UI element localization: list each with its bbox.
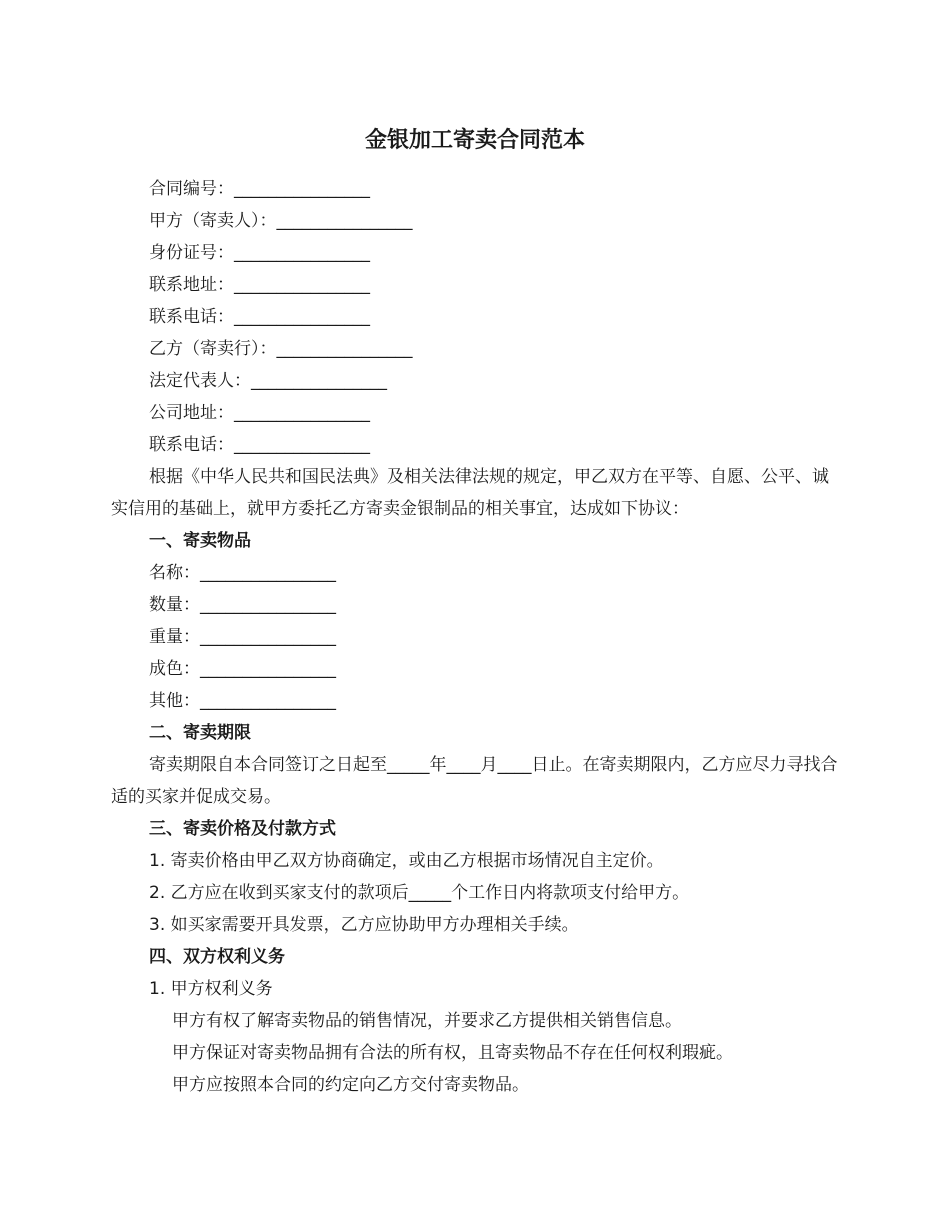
item-purity-field: 成色：________________ [149, 659, 336, 679]
party-a-field: 甲方（寄卖人）：________________ [149, 211, 413, 231]
party-a-right-1: 甲方有权了解寄卖物品的销售情况，并要求乙方提供相关销售信息。 [172, 1011, 682, 1031]
section-2-heading: 二、寄卖期限 [149, 723, 251, 743]
id-number-field: 身份证号：________________ [149, 243, 370, 263]
section-4-heading: 四、双方权利义务 [149, 947, 285, 967]
pricing-clause-2: 2. 乙方应在收到买家支付的款项后_____个工作日内将款项支付给甲方。 [149, 883, 690, 903]
item-name-field: 名称：________________ [149, 563, 336, 583]
party-a-right-2: 甲方保证对寄卖物品拥有合法的所有权，且寄卖物品不存在任何权利瑕疵。 [172, 1043, 733, 1063]
section-2-paragraph: 寄卖期限自本合同签订之日起至_____年____月____日止。在寄卖期限内，乙方应尽力寻找合适的买家并促成交易。 [111, 755, 838, 807]
party-b-field: 乙方（寄卖行）：________________ [149, 339, 413, 359]
contract-number-field: 合同编号：________________ [149, 179, 370, 199]
document-title: 金银加工寄卖合同范本 [364, 128, 585, 153]
party-a-phone-field: 联系电话：________________ [149, 307, 370, 327]
pricing-clause-1: 1. 寄卖价格由甲乙双方协商确定，或由乙方根据市场情况自主定价。 [149, 851, 664, 871]
intro-paragraph: 根据《中华人民共和国民法典》及相关法律法规的规定，甲乙双方在平等、自愿、公平、诚实信用的基础上，就甲方委托乙方寄卖金银制品的相关事宜，达成如下协议： [111, 467, 829, 519]
section-1-heading: 一、寄卖物品 [149, 531, 251, 551]
item-other-field: 其他：________________ [149, 691, 336, 711]
party-a-rights-subheading: 1. 甲方权利义务 [149, 979, 273, 999]
party-a-right-3: 甲方应按照本合同的约定向乙方交付寄卖物品。 [172, 1075, 529, 1095]
section-3-heading: 三、寄卖价格及付款方式 [149, 819, 336, 839]
legal-representative-field: 法定代表人：________________ [149, 371, 387, 391]
item-weight-field: 重量：________________ [149, 627, 336, 647]
item-quantity-field: 数量：________________ [149, 595, 336, 615]
company-address-field: 公司地址：________________ [149, 403, 370, 423]
pricing-clause-3: 3. 如买家需要开具发票，乙方应协助甲方办理相关手续。 [149, 915, 579, 935]
party-a-address-field: 联系地址：________________ [149, 275, 370, 295]
party-b-phone-field: 联系电话：________________ [149, 435, 370, 455]
